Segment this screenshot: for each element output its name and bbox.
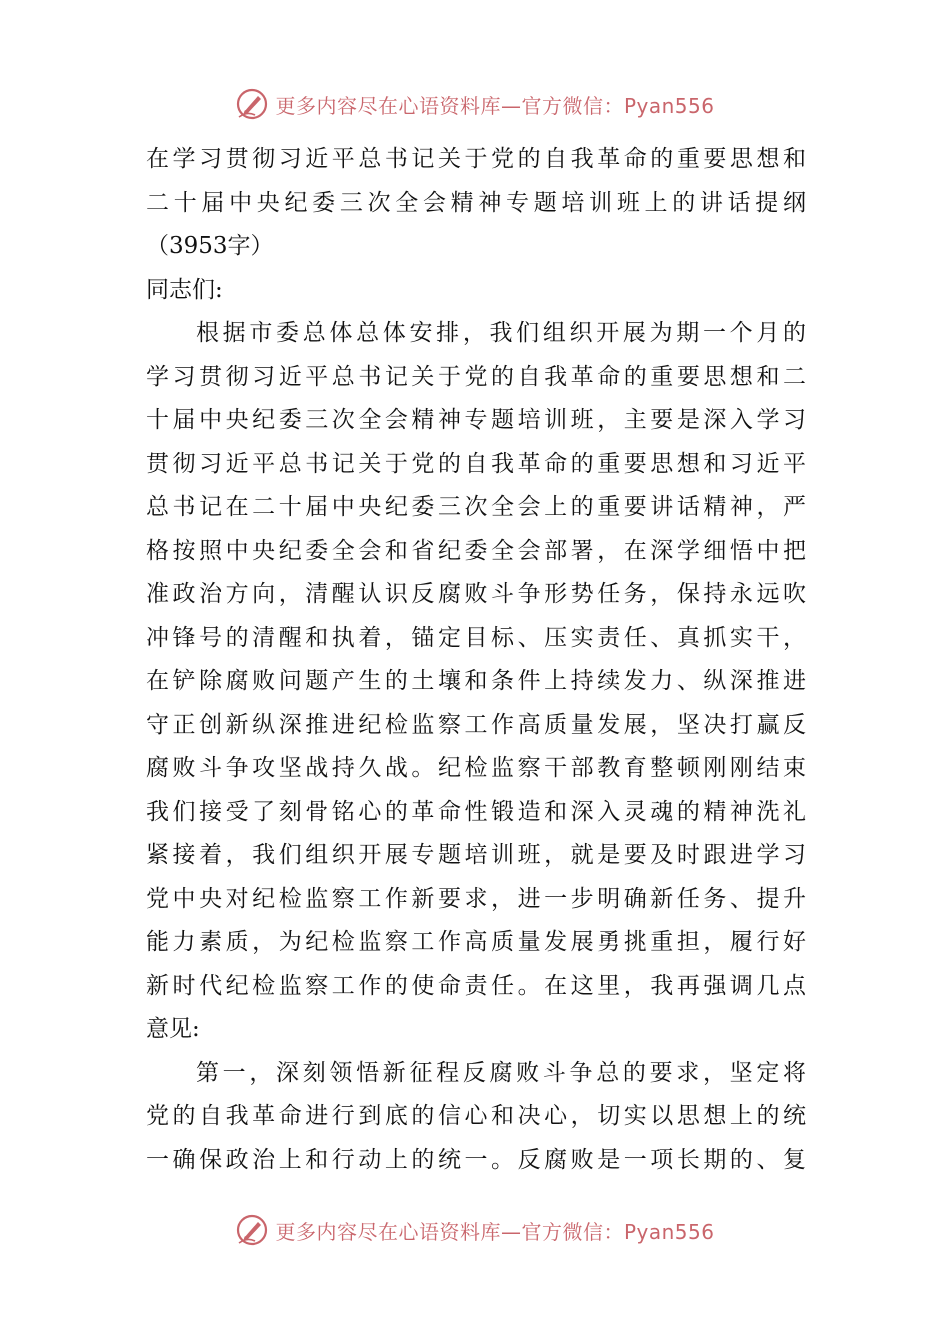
paragraph-line: 根据市委总体总体安排，我们组织开展为期一个月的 [196, 320, 806, 346]
paragraph-line: 新时代纪检监察工作的使命责任。在这里，我再强调几点 [146, 972, 806, 999]
paragraph-line: 能力素质，为纪检监察工作高质量发展勇挑重担，履行好 [146, 929, 806, 955]
paragraph-line: 一确保政治上和行动上的统一。反腐败是一项长期的、复 [146, 1146, 806, 1173]
title-line: 二十届中央纪委三次全会精神专题培训班上的讲话提纲 [146, 189, 806, 216]
paragraph-line: 第一，深刻领悟新征程反腐败斗争总的要求，坚定将 [196, 1059, 806, 1086]
paragraph-line: 在铲除腐败问题产生的土壤和条件上持续发力、纵深推进 [146, 668, 806, 694]
paragraph-line: 腐败斗争攻坚战持久战。纪检监察干部教育整顿刚刚结束 [146, 755, 806, 781]
paragraph-line: 守正创新纵深推进纪检监察工作高质量发展，坚决打赢反 [146, 711, 806, 738]
paragraph-line: 准政治方向，清醒认识反腐败斗争形势任务，保持永远吹 [146, 581, 806, 607]
paragraph-line: 学习贯彻习近平总书记关于党的自我革命的重要思想和二 [146, 363, 806, 390]
pen-circle-logo-icon [235, 1213, 269, 1247]
paragraph-line: 党中央对纪检监察工作新要求，进一步明确新任务、提升 [146, 885, 806, 912]
pen-circle-logo-icon [235, 87, 269, 121]
salutation: 同志们: [146, 276, 223, 303]
paragraph-line: 紧接着，我们组织开展专题培训班，就是要及时跟进学习 [146, 842, 806, 868]
paragraph-line: 十届中央纪委三次全会精神专题培训班，主要是深入学习 [146, 407, 806, 433]
title-line: 在学习贯彻习近平总书记关于党的自我革命的重要思想和 [146, 146, 806, 172]
paragraph-line: 总书记在二十届中央纪委三次全会上的重要讲话精神，严 [146, 494, 806, 520]
paragraph-1 [146, 312, 806, 1052]
document-body [146, 138, 806, 1182]
paragraph-line: 党的自我革命进行到底的信心和决心，切实以思想上的统 [146, 1103, 806, 1129]
document-title [146, 138, 806, 269]
paragraph-line: 我们接受了刻骨铭心的革命性锻造和深入灵魂的精神洗礼 [146, 798, 806, 825]
paragraph-line: 意见: [146, 1016, 200, 1042]
paragraph-line: 贯彻习近平总书记关于党的自我革命的重要思想和习近平 [146, 450, 806, 477]
title-line: （3953字） [146, 233, 274, 259]
paragraph-line: 冲锋号的清醒和执着，锚定目标、压实责任、真抓实干， [146, 624, 806, 651]
paragraph-2 [146, 1052, 806, 1183]
paragraph-line: 格按照中央纪委全会和省纪委全会部署，在深学细悟中把 [146, 537, 806, 564]
banner-text: 更多内容尽在心语资料库—官方微信：Pyan556 [275, 1219, 715, 1244]
footer-watermark-banner [0, 1210, 950, 1250]
header-watermark-banner [0, 84, 950, 124]
banner-text: 更多内容尽在心语资料库—官方微信：Pyan556 [275, 93, 715, 118]
